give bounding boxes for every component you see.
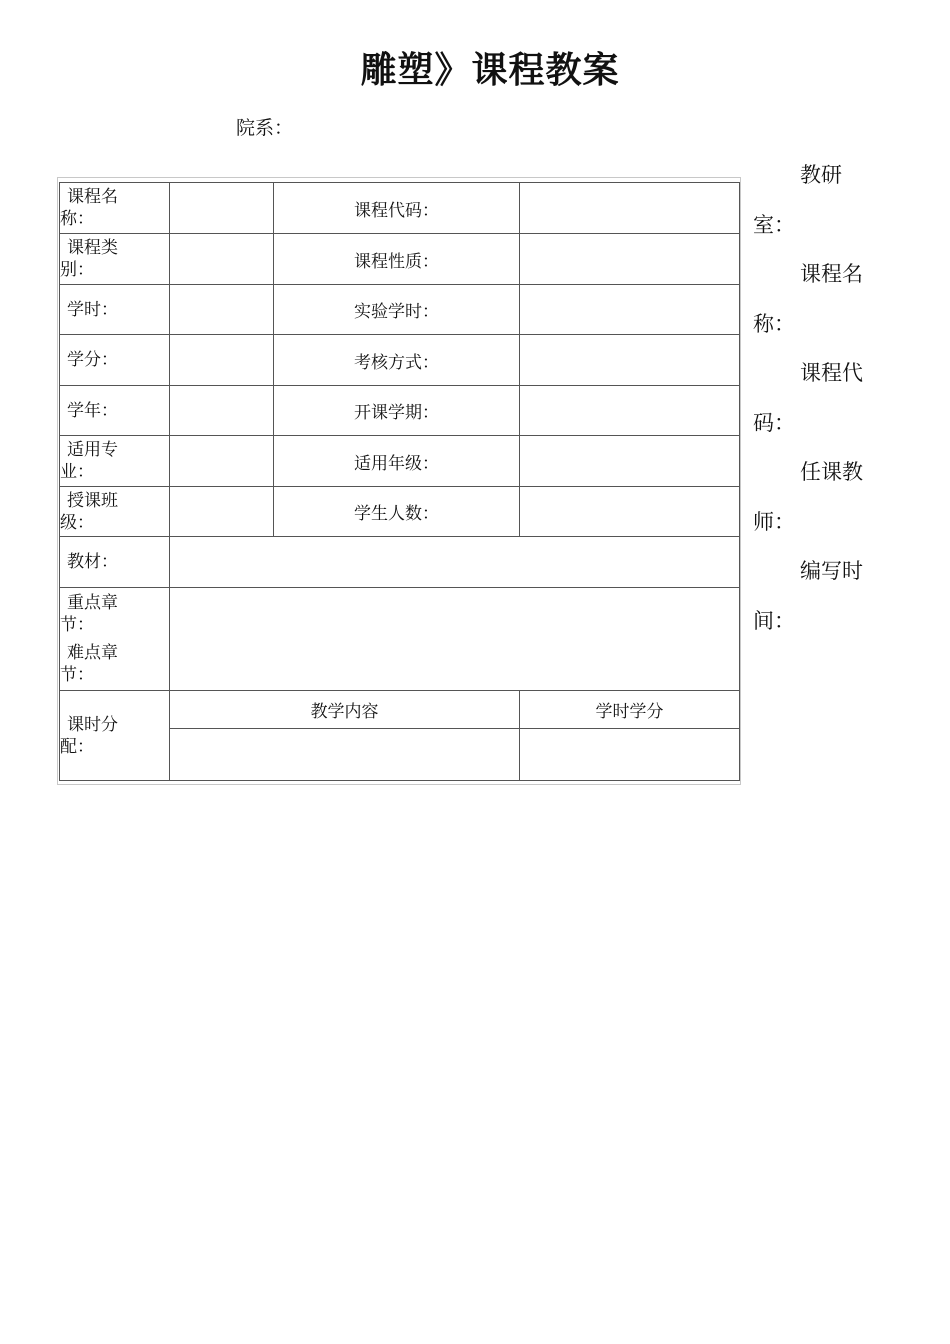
- lab-hours-label: 实验学时：: [274, 285, 520, 335]
- side-label-line: 课程名: [800, 262, 863, 286]
- class-field[interactable]: [170, 487, 274, 537]
- side-label-line: 师：: [753, 510, 795, 534]
- credits-field[interactable]: [170, 335, 274, 386]
- page-title: 雕塑》课程教案: [360, 50, 620, 91]
- side-label-line: 编写时: [800, 559, 863, 583]
- side-label-line: 任课教: [800, 460, 863, 484]
- side-label-line: 称：: [753, 312, 795, 336]
- class-label: 授课班 级：: [60, 487, 170, 537]
- course-name-label: 课程名 称：: [60, 183, 170, 234]
- lab-hours-field[interactable]: [520, 285, 740, 335]
- course-nature-label: 课程性质：: [274, 234, 520, 285]
- side-label-line: 教研: [800, 163, 842, 187]
- side-label-line: 码：: [753, 411, 795, 435]
- assessment-label: 考核方式：: [274, 335, 520, 386]
- textbook-field[interactable]: [170, 537, 740, 588]
- course-name-field[interactable]: [170, 183, 274, 234]
- major-field[interactable]: [170, 436, 274, 487]
- hours-credits-field[interactable]: [520, 729, 740, 781]
- teaching-content-header: 教学内容: [170, 691, 520, 729]
- hours-credits-header: 学时学分: [520, 691, 740, 729]
- textbook-label: 教材：: [60, 537, 170, 588]
- side-label-line: 间：: [753, 609, 795, 633]
- academic-year-label: 学年：: [60, 386, 170, 436]
- chapters-field[interactable]: [170, 588, 740, 691]
- semester-label: 开课学期：: [274, 386, 520, 436]
- hour-allocation-label: 课时分 配：: [60, 691, 170, 781]
- credits-label: 学分：: [60, 335, 170, 386]
- major-label: 适用专 业：: [60, 436, 170, 487]
- course-code-label: 课程代码：: [274, 183, 520, 234]
- semester-field[interactable]: [520, 386, 740, 436]
- grade-field[interactable]: [520, 436, 740, 487]
- hours-label: 学时：: [60, 285, 170, 335]
- side-label-line: 室：: [753, 213, 795, 237]
- teaching-content-field[interactable]: [170, 729, 520, 781]
- key-difficult-chapters-label: 重点章 节： 难点章 节：: [60, 588, 170, 691]
- academic-year-field[interactable]: [170, 386, 274, 436]
- grade-label: 适用年级：: [274, 436, 520, 487]
- course-code-field[interactable]: [520, 183, 740, 234]
- department-label: 院系：: [236, 117, 294, 139]
- course-nature-field[interactable]: [520, 234, 740, 285]
- course-type-field[interactable]: [170, 234, 274, 285]
- hours-field[interactable]: [170, 285, 274, 335]
- student-count-label: 学生人数：: [274, 487, 520, 537]
- side-label-line: 课程代: [800, 361, 863, 385]
- assessment-field[interactable]: [520, 335, 740, 386]
- course-type-label: 课程类 别：: [60, 234, 170, 285]
- course-info-table: [59, 182, 740, 781]
- student-count-field[interactable]: [520, 487, 740, 537]
